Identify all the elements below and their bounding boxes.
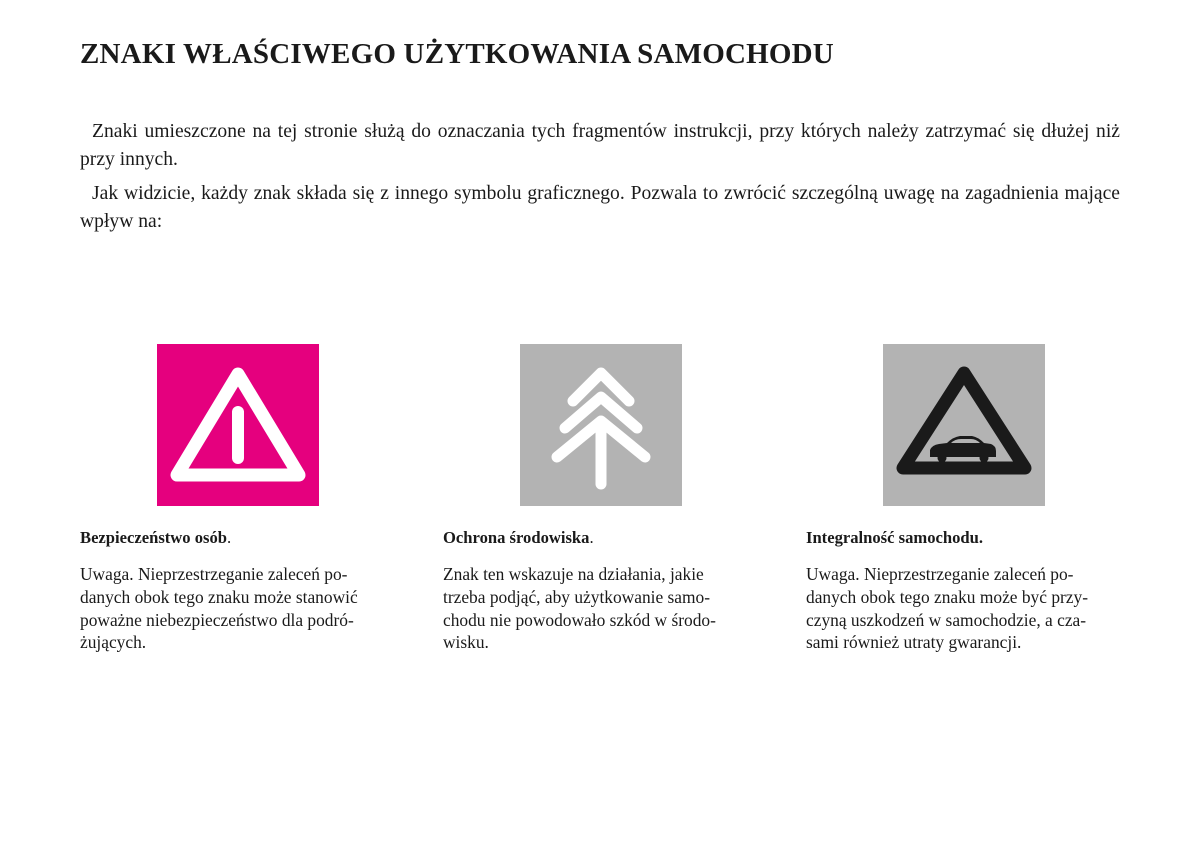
intro-paragraph-1: Znaki umieszczone na tej stronie służą do oznaczania tych fragmentów instrukcji, przy których należy zatrzymać się dłużej niż przy innych. [80, 121, 1120, 170]
sign-title: Bezpieczeństwo osób. [80, 528, 232, 547]
page-title: ZNAKI WŁAŚCIWEGO UŻYTKOWANIA SAMOCHODU [80, 38, 834, 70]
sign-title: Ochrona środowiska. [443, 528, 594, 547]
sign-description-personal-safety [80, 528, 398, 654]
car-warning-triangle-icon [883, 344, 1045, 506]
sign-title: Integralność samochodu. [806, 528, 984, 547]
intro-paragraph-2: Jak widzicie, każdy znak składa się z innego symbolu graficznego. Pozwala to zwrócić szczególną uwagę na zagadnienia mające wpływ na: [80, 183, 1120, 232]
intro-text [80, 118, 1120, 242]
sign-text: Uwaga. Nieprzestrzeganie zaleceń po- danych obok tego znaku może stanowić poważne niebezpieczeństwo dla podró- żujących. [80, 564, 358, 653]
environment-tree-icon [520, 344, 682, 506]
sign-description-environment [443, 528, 761, 654]
sign-text: Znak ten wskazuje na działania, jakie trzeba podjąć, aby użytkowanie samo- chodu nie powodowało szkód w środo- wisku. [443, 564, 716, 653]
warning-exclamation-icon [157, 344, 319, 506]
sign-description-car-integrity [806, 528, 1124, 654]
sign-text: Uwaga. Nieprzestrzeganie zaleceń po- danych obok tego znaku może być przy- czyną uszkodzeń w samochodzie, a cza- sami również utraty gwarancji. [806, 564, 1089, 653]
